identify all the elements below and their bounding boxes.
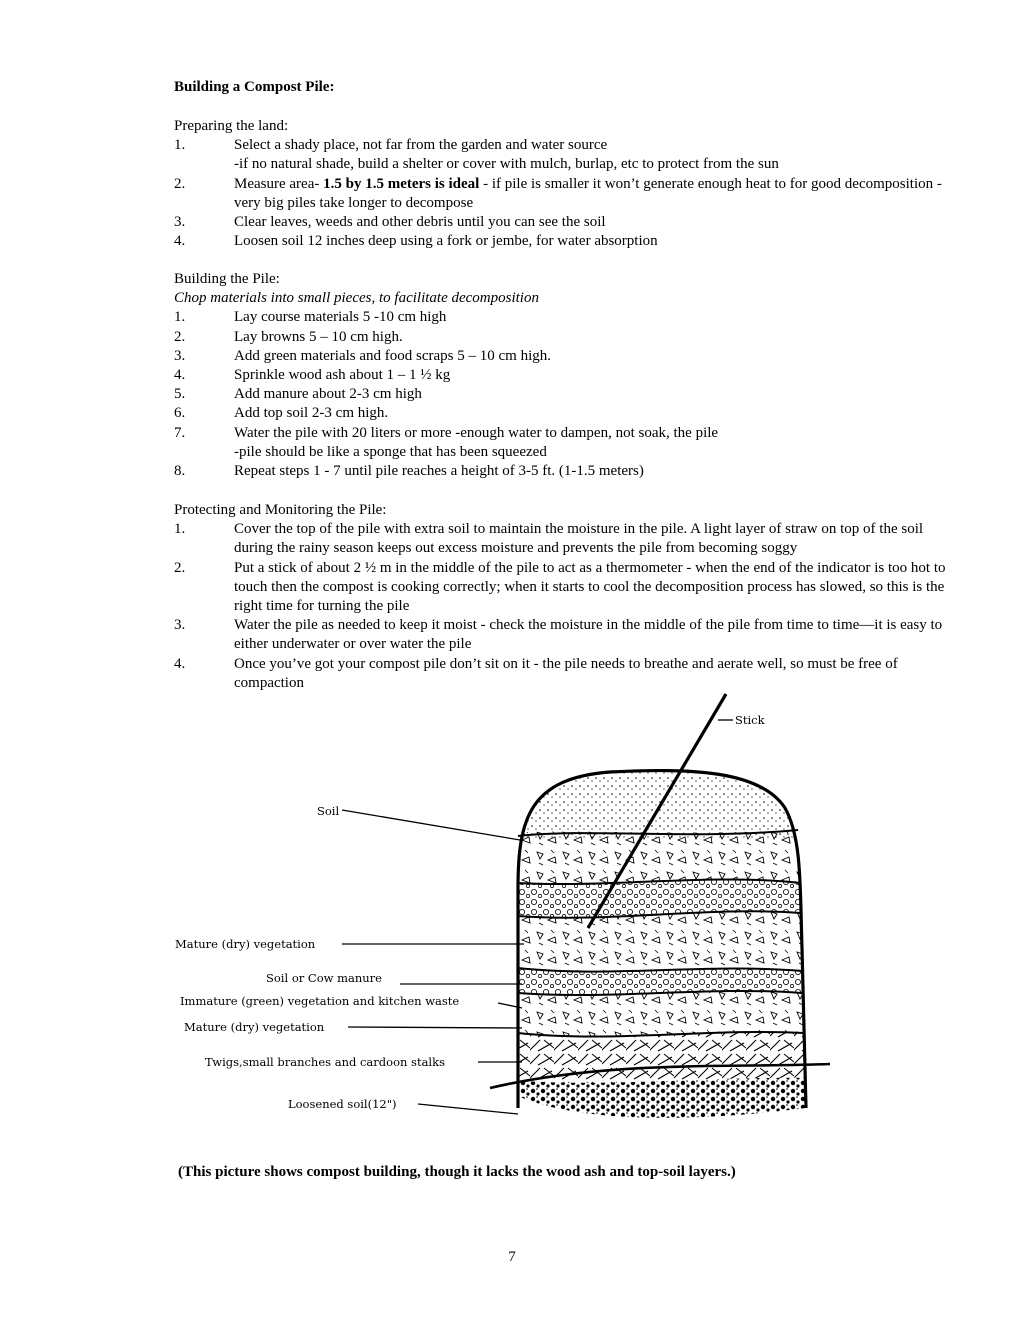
step-number: 8. [174, 463, 186, 480]
list-item [174, 347, 954, 366]
step-text: Repeat steps 1 - 7 until pile reaches a height of 3-5 ft. (1-1.5 meters) [234, 463, 644, 480]
list-item [174, 175, 954, 213]
step-text: Add manure about 2-3 cm high [234, 386, 422, 403]
list-item [174, 308, 954, 327]
list-item [174, 462, 954, 481]
list-item [174, 366, 954, 385]
step-number: 2. [174, 328, 186, 345]
step-text: Select a shady place, not far from the garden and water source [234, 137, 608, 154]
list-item [174, 404, 954, 423]
list-item [174, 213, 954, 232]
step-number: 3. [174, 214, 186, 231]
step-number: 2. [174, 559, 186, 576]
list-item [174, 559, 954, 617]
step-number: 4. [174, 367, 186, 384]
building-pile-steps [174, 308, 954, 481]
label-soil: Soil [317, 804, 340, 818]
protecting-pile-section [174, 501, 954, 693]
step-subtext: -if no natural shade, build a shelter or cover with mulch, burlap, etc to protect from the sun [234, 156, 779, 173]
compost-pile-diagram [170, 688, 850, 1148]
label-twigs-branches: Twigs,small branches and cardoon stalks [205, 1055, 445, 1069]
step-text-cont: - if pile is smaller it won’t generate enough heat to for good decomposition - very big piles take longer to decompose [234, 175, 942, 211]
step-text: Clear leaves, weeds and other debris until you can see the soil [234, 214, 606, 231]
step-text: Lay browns 5 – 10 cm high. [234, 328, 403, 345]
step-text: Loosen soil 12 inches deep using a fork or jembe, for water absorption [234, 233, 658, 250]
step-text: Measure area- [234, 175, 324, 192]
step-number: 7. [174, 424, 186, 441]
diagram-caption: (This picture shows compost building, though it lacks the wood ash and top-soil layers.) [178, 1164, 736, 1180]
step-text: Add green materials and food scraps 5 – 10 cm high. [234, 347, 551, 364]
step-number: 4. [174, 655, 186, 672]
label-soil-or-cow-manure: Soil or Cow manure [266, 971, 382, 985]
step-number: 3. [174, 347, 186, 364]
step-text: Lay course materials 5 -10 cm high [234, 309, 447, 326]
step-number: 6. [174, 405, 186, 422]
list-item [174, 520, 954, 558]
list-item [174, 424, 954, 462]
preparing-land-section [174, 117, 954, 251]
label-mature-dry-vegetation-top: Mature (dry) vegetation [175, 937, 316, 951]
step-number: 1. [174, 309, 186, 326]
step-text: Put a stick of about 2 ½ m in the middle of the pile to act as a thermometer - when the end of the indicator is too hot to touch then the compost is cooking correctly; when it starts to cool the decomposition process has slowed, so this is the right time for turning the pile [234, 559, 946, 615]
step-text: Add top soil 2-3 cm high. [234, 405, 389, 422]
step-number: 5. [174, 386, 186, 403]
label-stick: Stick [735, 713, 765, 727]
pile-layers [510, 758, 820, 1128]
building-pile-heading: Building the Pile: [174, 271, 280, 287]
step-number: 2. [174, 175, 186, 192]
preparing-land-heading: Preparing the land: [174, 118, 289, 134]
step-text: Sprinkle wood ash about 1 – 1 ½ kg [234, 367, 451, 384]
building-pile-section [174, 270, 954, 481]
step-text: Water the pile with 20 liters or more -enough water to dampen, not soak, the pile [234, 424, 719, 441]
protecting-pile-steps [174, 520, 954, 693]
list-item [174, 385, 954, 404]
page-number: 7 [508, 1249, 516, 1265]
step-subtext: -pile should be like a sponge that has been squeezed [234, 443, 547, 460]
step-text: Once you’ve got your compost pile don’t sit on it - the pile needs to breathe and aerate well, so must be free of compaction [234, 655, 898, 691]
protecting-pile-heading: Protecting and Monitoring the Pile: [174, 502, 387, 518]
step-number: 3. [174, 617, 186, 634]
page-title: Building a Compost Pile: [174, 79, 335, 95]
building-pile-note: Chop materials into small pieces, to facilitate decomposition [174, 290, 539, 307]
label-loosened-soil: Loosened soil(12") [288, 1097, 397, 1111]
list-item [174, 232, 954, 251]
step-bold-text: 1.5 by 1.5 meters is ideal [323, 175, 480, 192]
compost-pile-illustration [170, 688, 850, 1148]
step-number: 4. [174, 233, 186, 250]
step-text: Water the pile as needed to keep it moist - check the moisture in the middle of the pile from time to time—it is easy to either underwater or over water the pile [234, 617, 943, 653]
list-item [174, 616, 954, 654]
step-text: Cover the top of the pile with extra soil to maintain the moisture in the pile. A light layer of straw on top of the soil during the rainy season keeps out excess moisture and prevents the pile from becoming soggy [234, 521, 924, 557]
step-number: 1. [174, 521, 186, 538]
list-item [174, 136, 954, 174]
list-item [174, 328, 954, 347]
label-immature-vegetation: Immature (green) vegetation and kitchen waste [180, 994, 460, 1008]
label-mature-dry-vegetation-bottom: Mature (dry) vegetation [184, 1020, 325, 1034]
step-number: 1. [174, 137, 186, 154]
preparing-land-steps [174, 136, 954, 251]
